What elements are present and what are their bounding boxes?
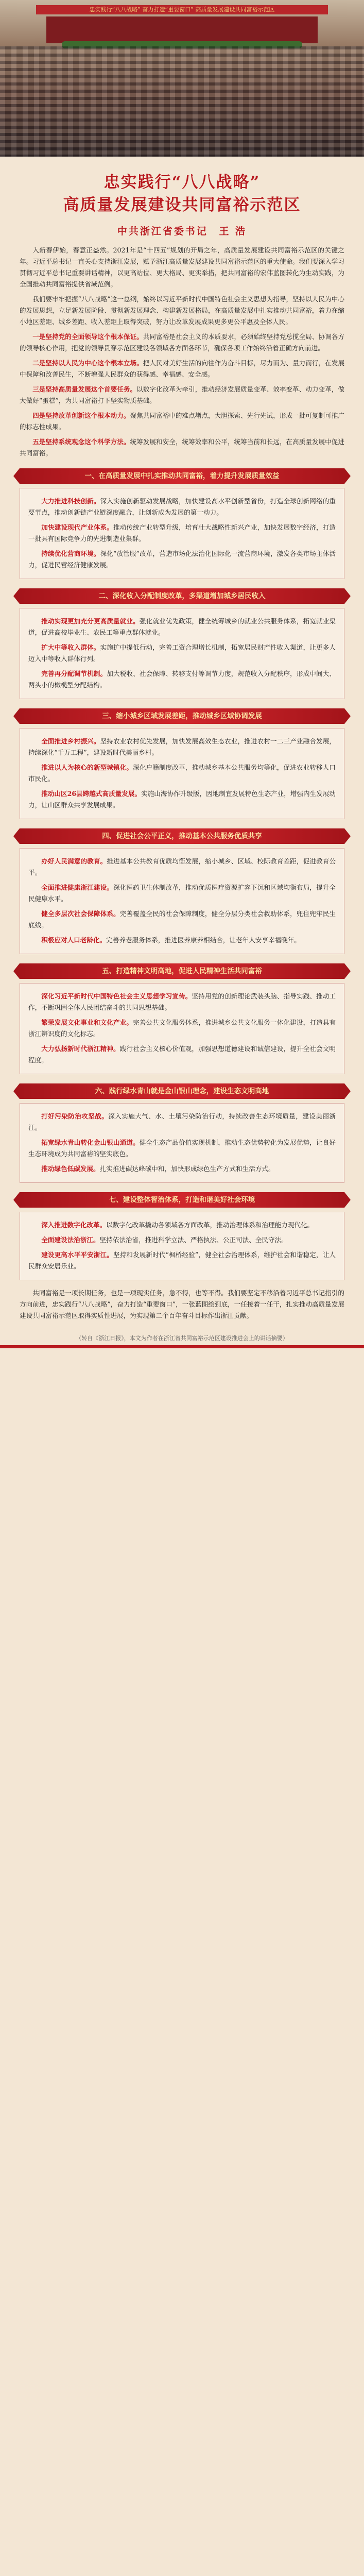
item-text: 以数字化改革撬动各领域各方面改革，推动治理体系和治理能力现代化。 — [106, 1221, 314, 1229]
section-item — [28, 522, 336, 545]
point-paragraph — [20, 384, 344, 406]
point-text: 把人民对美好生活的向往作为奋斗目标，尽力而为、量力而行，在发展中保障和改善民生，不断增强人民群众的获得感、幸福感、安全感。 — [20, 359, 345, 378]
item-text: 完善养老服务体系，推进医养康养相结合，让老年人安享幸福晚年。 — [106, 936, 301, 944]
point-lead: 五是坚持系统观念这个科学方法。 — [32, 438, 130, 446]
section — [20, 708, 344, 819]
section-item — [28, 548, 336, 571]
item-subhead: 建设更高水平平安浙江。 — [41, 1251, 113, 1259]
section-item — [28, 935, 336, 946]
item-text: 坚持用党的创新理论武装头脑、指导实践、推动工作，不断巩固全体人民团结奋斗的共同思想基础。 — [28, 992, 336, 1011]
point-lead: 二是坚持以人民为中心这个根本立场。 — [32, 359, 143, 367]
section-heading: 二、深化收入分配制度改革，多渠道增加城乡居民收入 — [20, 588, 344, 604]
section-item — [28, 1163, 336, 1175]
item-subhead: 健全多层次社会保障体系。 — [41, 910, 120, 918]
item-text: 完善公共文化服务体系，推进城乡公共文化服务一体化建设，打造具有浙江辨识度的文化标志。 — [28, 1019, 336, 1038]
article-title — [20, 171, 344, 216]
section-body — [20, 1212, 344, 1280]
point-paragraph — [20, 410, 344, 433]
intro-paragraph: 入新春伊始，春意正盎然。2021年是“十四五”规划的开局之年，高质量发展建设共同富裕示范区的关键之年。习近平总书记一直关心支持浙江发展，赋予浙江高质量发展建设共同富裕示范区的重大使命。我们要深入学习贯彻习近平总书记重要讲话精神，以更高站位、更大格局、更实举措，把共同富裕的宏伟蓝图转化为生动实践，为全国推动共同富裕提供省域范例。 — [20, 246, 344, 288]
item-subhead: 全面建设法治浙江。 — [41, 1236, 100, 1244]
section-item — [28, 788, 336, 811]
section-body — [20, 728, 344, 819]
section-heading: 四、促进社会公平正义，推动基本公共服务优质共享 — [20, 828, 344, 844]
item-text: 深入实施创新驱动发展战略，加快建设高水平创新型省份，打造全球创新网络的重要节点，推动创新链产业链深度融合，让创新成为发展的第一动力。 — [28, 497, 336, 516]
section — [20, 828, 344, 954]
intro — [20, 245, 344, 328]
section-item — [28, 642, 336, 665]
point-paragraph — [20, 436, 344, 459]
item-subhead: 推进以人为核心的新型城镇化。 — [41, 764, 133, 771]
section-item — [28, 1137, 336, 1160]
section-body — [20, 983, 344, 1074]
item-text: 完善覆盖全民的社会保障制度，健全分层分类社会救助体系，兜住兜牢民生底线。 — [28, 910, 336, 929]
section-item — [28, 736, 336, 758]
item-subhead: 拓宽绿水青山转化金山银山通道。 — [41, 1139, 140, 1146]
closing — [20, 1287, 344, 1321]
item-subhead: 推动山区26县跨越式高质量发展。 — [41, 790, 142, 798]
section-item — [28, 668, 336, 691]
section-item — [28, 908, 336, 931]
item-text: 深化户籍制度改革，推动城乡基本公共服务均等化，促进农业转移人口市民化。 — [28, 764, 336, 783]
photo-banner-text: 忠实践行“八八战略” 奋力打造“重要窗口” 高质量发展建设共同富裕示范区 — [89, 6, 275, 13]
section-heading: 五、打造精神文明高地，促进人民精神生活共同富裕 — [20, 963, 344, 979]
item-text: 加大税收、社会保障、转移支付等调节力度，规范收入分配秩序，形成中间大、两头小的橄榄型分配结构。 — [28, 670, 336, 689]
item-subhead: 办好人民满意的教育。 — [41, 857, 107, 865]
section-item — [28, 1219, 336, 1231]
item-text: 推动传统产业转型升级，培育壮大战略性新兴产业，加快发展数字经济，打造一批具有国际竞争力的先进制造业集群。 — [28, 523, 336, 543]
point-paragraph — [20, 358, 344, 380]
item-subhead: 扩大中等收入群体。 — [41, 643, 100, 651]
item-text: 坚持依法治省，推进科学立法、严格执法、公正司法、全民守法。 — [99, 1236, 288, 1244]
item-subhead: 大力弘扬新时代浙江精神。 — [41, 1045, 120, 1053]
intro-paragraph: 我们要牢牢把握“八八战略”这一总纲，始终以习近平新时代中国特色社会主义思想为指导，坚持以人民为中心的发展思想，立足新发展阶段、贯彻新发展理念、构建新发展格局，在高质量发展中扎实推动共同富裕，着力在缩小地区差距、城乡差距、收入差距上取得突破，努力让改革发展成果更多更公平惠及全体人民。 — [20, 295, 344, 326]
title-line-2: 高质量发展建设共同富裕示范区 — [63, 196, 301, 214]
section-body — [20, 488, 344, 579]
item-text: 强化就业优先政策，健全统筹城乡的就业公共服务体系，拓宽就业渠道，促进高校毕业生、农民工等重点群体就业。 — [28, 617, 336, 636]
item-text: 健全生态产品价值实现机制，推动生态优势转化为发展优势，让良好生态环境成为共同富裕的坚实底色。 — [28, 1139, 336, 1158]
section-heading: 三、缩小城乡区域发展差距，推动城乡区域协调发展 — [20, 708, 344, 724]
item-subhead: 全面推进乡村振兴。 — [41, 737, 100, 745]
point-text: 共同富裕是社会主义的本质要求，必须始终坚持党总揽全局、协调各方的领导核心作用，把党的领导贯穿示范区建设各领域各方面各环节，确保各项工作始终沿着正确方向前进。 — [20, 333, 345, 352]
point-paragraph — [20, 331, 344, 354]
section-item — [28, 882, 336, 905]
item-subhead: 积极应对人口老龄化。 — [41, 936, 107, 944]
section-item — [28, 496, 336, 518]
section-item — [28, 1111, 336, 1133]
section-item — [28, 856, 336, 878]
section-item — [28, 1017, 336, 1040]
item-subhead: 大力推进科技创新。 — [41, 497, 100, 505]
footer-bar — [0, 1345, 364, 1348]
item-text: 深化医药卫生体制改革，推动优质医疗资源扩容下沉和区域均衡布局，提升全民健康水平。 — [28, 884, 336, 903]
item-text: 实施扩中提低行动，完善工资合理增长机制，拓宽居民财产性收入渠道，让更多人迈入中等收入群体行列。 — [28, 643, 336, 663]
closing-paragraph: 共同富裕是一项长期任务，也是一项现实任务，急不得，也等不得。我们要坚定不移沿着习近平总书记指引的方向前进，忠实践行“八八战略”，奋力打造“重要窗口”，一张蓝图绘到底，一任接着一任干，扎实推动高质量发展建设共同富裕示范区取得实质性进展，为实现第二个百年奋斗目标作出浙江贡献。 — [20, 1289, 344, 1319]
photo-stage — [46, 16, 318, 43]
photo-audience-overlay — [0, 46, 364, 157]
item-subhead: 完善再分配调节机制。 — [41, 670, 107, 677]
point-lead: 一是坚持党的全面领导这个根本保证。 — [32, 333, 143, 341]
article — [0, 157, 364, 1342]
section — [20, 588, 344, 699]
byline — [20, 224, 344, 238]
item-subhead: 推动绿色低碳发展。 — [41, 1165, 100, 1173]
title-line-1: 忠实践行“八八战略” — [103, 173, 261, 192]
item-text: 坚持和发展新时代“枫桥经验”，健全社会治理体系，维护社会和谐稳定，让人民群众安居乐业。 — [28, 1251, 336, 1270]
section-item — [28, 1234, 336, 1246]
point-text: 统筹发展和安全，统筹效率和公平，统筹当前和长远，在高质量发展中促进共同富裕。 — [20, 438, 345, 457]
section — [20, 1083, 344, 1183]
item-subhead: 深入推进数字化改革。 — [41, 1221, 107, 1229]
item-subhead: 繁荣发展文化事业和文化产业。 — [41, 1019, 133, 1026]
item-text: 践行社会主义核心价值观，加强思想道德建设和诚信建设，提升全社会文明程度。 — [28, 1045, 336, 1064]
item-text: 实施山海协作升级版，因地制宜发展特色生态产业，增强内生发展动力，让山区群众共享发展成果。 — [28, 790, 336, 809]
section-heading: 六、践行绿水青山就是金山银山理念，建设生态文明高地 — [20, 1083, 344, 1099]
author-name: 王 浩 — [219, 226, 247, 237]
item-subhead: 深化习近平新时代中国特色社会主义思想学习宣传。 — [41, 992, 192, 1000]
section-item — [28, 1249, 336, 1272]
item-subhead: 加快建设现代产业体系。 — [41, 523, 113, 531]
item-text: 深化“放管服”改革，营造市场化法治化国际化一流营商环境，激发各类市场主体活力，促进民营经济健康发展。 — [28, 550, 336, 569]
item-text: 坚持农业农村优先发展，加快发展高效生态农业，推进农村一二三产业融合发展，持续深化“千万工程”，建设新时代美丽乡村。 — [28, 737, 336, 756]
item-subhead: 推动实现更加充分更高质量就业。 — [41, 617, 140, 625]
item-subhead: 全面推进健康浙江建设。 — [41, 884, 113, 891]
section-item — [28, 1043, 336, 1066]
point-text: 以数字化改革为牵引，推动经济发展质量变革、效率变革、动力变革，做大做好“蛋糕”，为共同富裕打下坚实物质基础。 — [20, 385, 345, 404]
section-body — [20, 848, 344, 954]
item-text: 深入实施大气、水、土壤污染防治行动，持续改善生态环境质量，建设美丽浙江。 — [28, 1112, 336, 1131]
author-org: 中共浙江省委书记 — [117, 226, 208, 237]
item-subhead: 打好污染防治攻坚战。 — [41, 1112, 109, 1120]
point-text: 聚焦共同富裕中的难点堵点，大胆探索、先行先试，形成一批可复制可推广的标志性成果。 — [20, 412, 345, 431]
section-body — [20, 1103, 344, 1183]
item-text: 扎实推进碳达峰碳中和，加快形成绿色生产方式和生活方式。 — [99, 1165, 275, 1173]
item-text: 推进基本公共教育优质均衡发展，缩小城乡、区域、校际教育差距，促进教育公平。 — [28, 857, 336, 876]
section — [20, 1192, 344, 1280]
section-item — [28, 616, 336, 638]
section — [20, 963, 344, 1074]
section-item — [28, 991, 336, 1013]
section-heading: 七、建设整体智治体系，打造和谐美好社会环境 — [20, 1192, 344, 1208]
photo-banner — [36, 5, 328, 14]
section-item — [28, 762, 336, 785]
section-heading: 一、在高质量发展中扎实推动共同富裕，着力提升发展质量效益 — [20, 468, 344, 484]
source-note: （转自《浙江日报》，本文为作者在浙江省共同富裕示范区建设推进会上的讲话摘要） — [76, 1335, 288, 1342]
key-points — [20, 331, 344, 459]
meeting-photo — [0, 0, 364, 157]
point-lead: 三是坚持高质量发展这个首要任务。 — [32, 385, 137, 393]
section-body — [20, 608, 344, 699]
section — [20, 468, 344, 579]
point-lead: 四是坚持改革创新这个根本动力。 — [32, 412, 130, 419]
item-subhead: 持续优化营商环境。 — [41, 550, 100, 557]
